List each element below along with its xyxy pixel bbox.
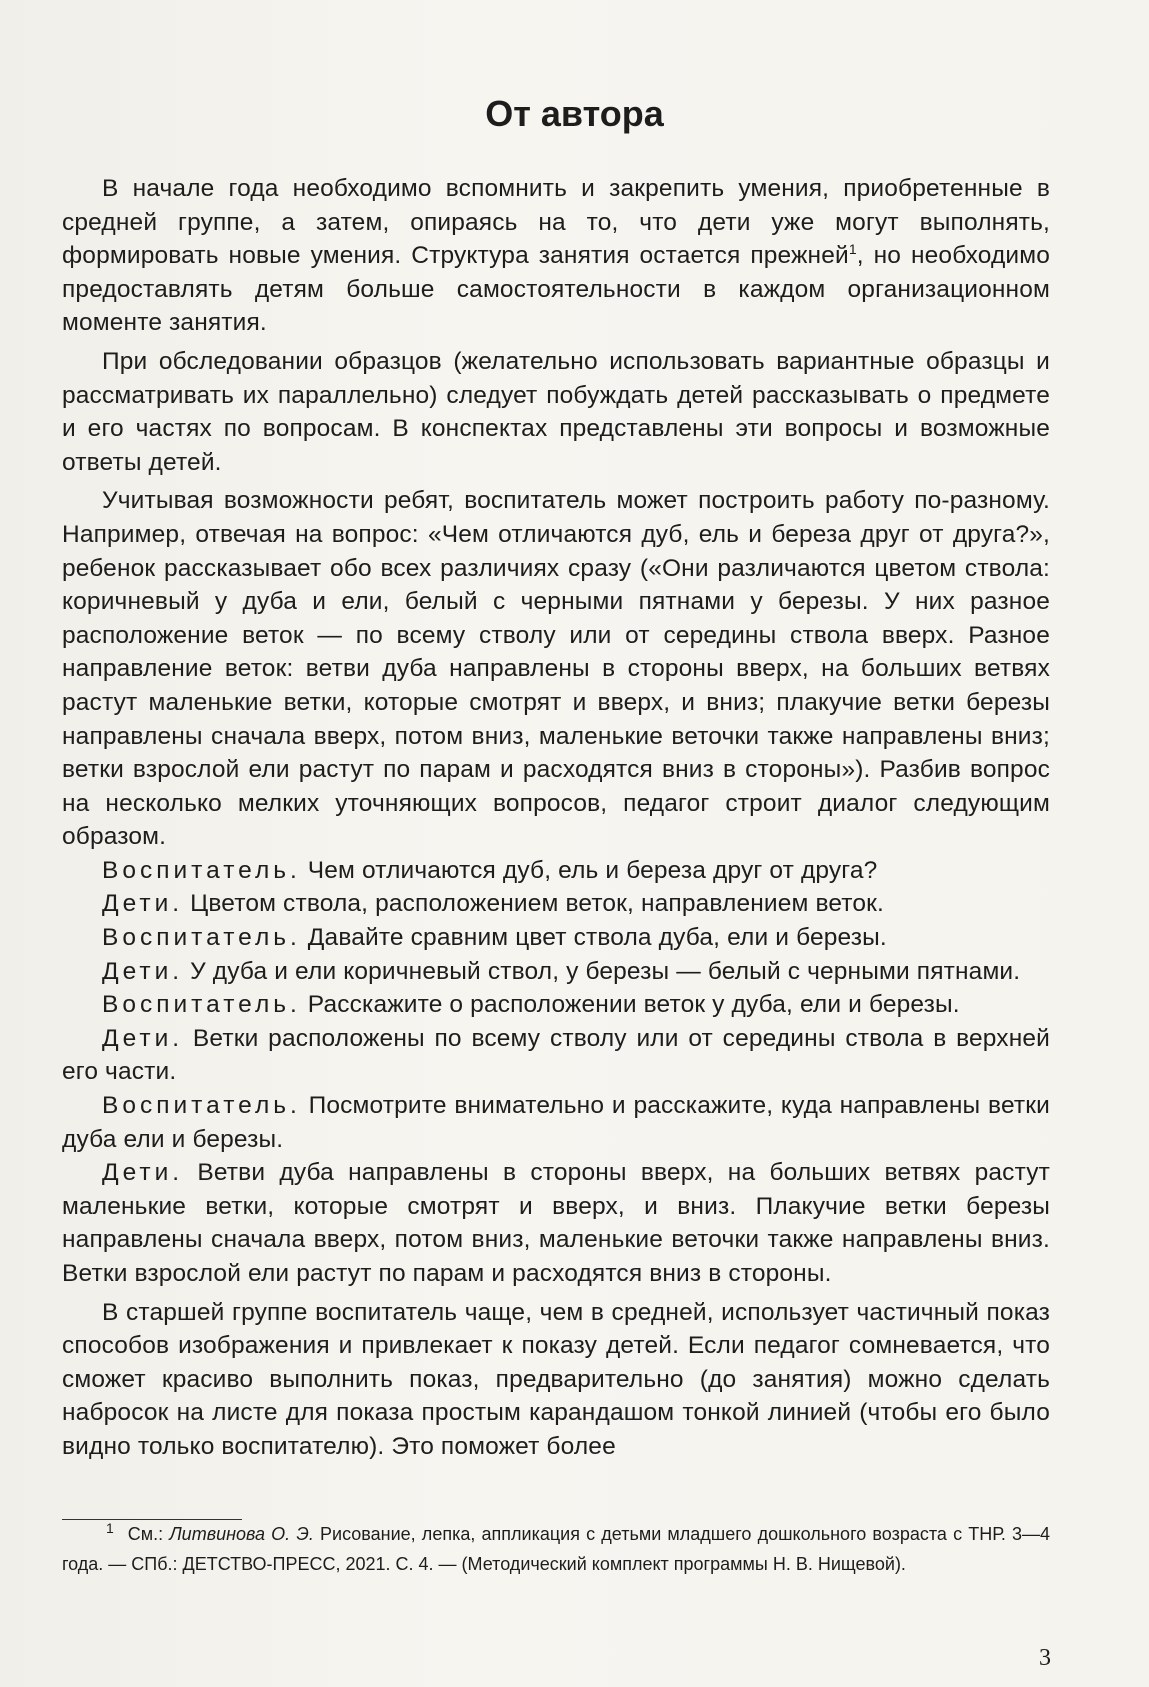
dialogue-line xyxy=(62,1156,1050,1290)
footnote-reference: 1 xyxy=(848,241,857,258)
footnote: 1 См.: Литвинова О. Э. Рисование, лепка, аппликация с детьми младшего дошкольного возраста с ТНР. 3—4 года. — СПб.: ДЕТСТВО-ПРЕСС, 2021. С. 4. — (Методический комплект программы Н. В. Нищевой). xyxy=(62,1520,1051,1574)
speaker-children: Дети. xyxy=(102,957,184,985)
dialogue-line xyxy=(62,887,1050,921)
dialogue-text: У дуба и ели коричневый ствол, у березы — белый с черными пятнами. xyxy=(190,957,1021,985)
dialogue-text: Ветви дуба направлены в стороны вверх, на больших ветвях растут маленькие ветки, которые смотрят и вверх, и вниз. Плакучие ветки березы направлены сначала вверх, потом вниз, маленькие веточки также направлены вниз. Ветки взрослой ели растут по парам и расходятся вниз в стороны. xyxy=(62,1159,1050,1287)
footnote-text: Рисование, лепка, аппликация с детьми младшего дошкольного возраста с ТНР. 3—4 года. — СПб.: ДЕТСТВО-ПРЕСС, 2021. С. 4. — (Методический комплект программы Н. В. Нищевой). xyxy=(62,1524,1051,1574)
speaker-children: Дети. xyxy=(102,890,184,918)
dialogue-line xyxy=(62,1089,1050,1156)
paragraph-samples: При обследовании образцов (желательно использовать вариантные образцы и рассматривать их параллельно) следует побуждать детей рассказывать о предмете и его частях по вопросам. В конспектах представлены эти вопросы и возможные ответы детей. xyxy=(62,347,1050,476)
dialogue-line xyxy=(62,1022,1050,1089)
footnote-prefix: См.: xyxy=(127,1524,170,1544)
dialogue-line xyxy=(62,988,1050,1022)
speaker-teacher: Воспитатель. xyxy=(102,991,301,1019)
speaker-teacher: Воспитатель. xyxy=(102,1092,301,1120)
dialogue-text: Расскажите о расположении веток у дуба, ели и березы. xyxy=(307,991,960,1019)
dialogue-text: Цветом ствола, расположением веток, направлением веток. xyxy=(190,890,885,918)
body-text xyxy=(62,172,1050,1464)
dialogue-text: Чем отличаются дуб, ель и береза друг от друга? xyxy=(307,856,878,884)
paragraph-intro xyxy=(62,172,1050,340)
paragraph-approach: Учитывая возможности ребят, воспитатель может построить работу по-разному. Например, отвечая на вопрос: «Чем отличаются дуб, ель и береза друг от друга?», ребенок рассказывает обо всех различиях сразу («Они различаются цветом ствола: коричневый у дуба и ели, белый с черными пятнами у березы. У них разное расположение веток — по всему стволу или от середины ствола вверх. Разное направление веток: ветви дуба направлены в стороны вверх, на больших ветвях растут маленькие ветки, которые смотрят и вверх, и вниз; плакучие ветки березы направлены сначала вверх, потом вниз, маленькие веточки также направлены вниз; ветки взрослой ели растут по парам и расходятся вниз в стороны»). Разбив вопрос на несколько мелких уточняющих вопросов, педагог строит диалог следующим образом. xyxy=(62,487,1050,851)
speaker-children: Дети. xyxy=(102,1024,184,1052)
paragraph-intro-part1: В начале года необходимо вспомнить и закрепить умения, приобретенные в средней группе, а затем, опираясь на то, что дети уже могут выполнять, формировать новые умения. Структура занятия остается прежней xyxy=(62,175,1050,270)
page-number: 3 xyxy=(1039,1645,1051,1671)
dialogue-line xyxy=(62,955,1050,989)
dialogue-line xyxy=(62,854,1050,888)
speaker-teacher: Воспитатель. xyxy=(102,856,301,884)
paragraph-intro-part2: , но необходимо предоставлять детям больше самостоятельности в каждом организационном моменте занятия. xyxy=(62,242,1050,337)
paragraph-senior-group: В старшей группе воспитатель чаще, чем в средней, использует частичный показ способов изображения и привлекает к показу детей. Если педагог сомневается, что сможет красиво выполнить показ, предварительно (до занятия) можно сделать набросок на листе для показа простым карандашом тонкой линией (чтобы его было видно только воспитателю). Это поможет более xyxy=(62,1298,1050,1460)
dialogue-text: Посмотрите внимательно и расскажите, куда направлены ветки дуба ели и березы. xyxy=(62,1092,1050,1153)
dialogue-text: Давайте сравним цвет ствола дуба, ели и березы. xyxy=(307,924,887,952)
speaker-children: Дети. xyxy=(102,1159,184,1187)
dialogue-line xyxy=(62,921,1050,955)
dialogue-text: Ветки расположены по всему стволу или от середины ствола в верхней его части. xyxy=(62,1024,1050,1086)
footnote-author: Литвинова О. Э. xyxy=(169,1524,314,1544)
speaker-teacher: Воспитатель. xyxy=(102,924,301,952)
page-title: От автора xyxy=(485,93,664,134)
